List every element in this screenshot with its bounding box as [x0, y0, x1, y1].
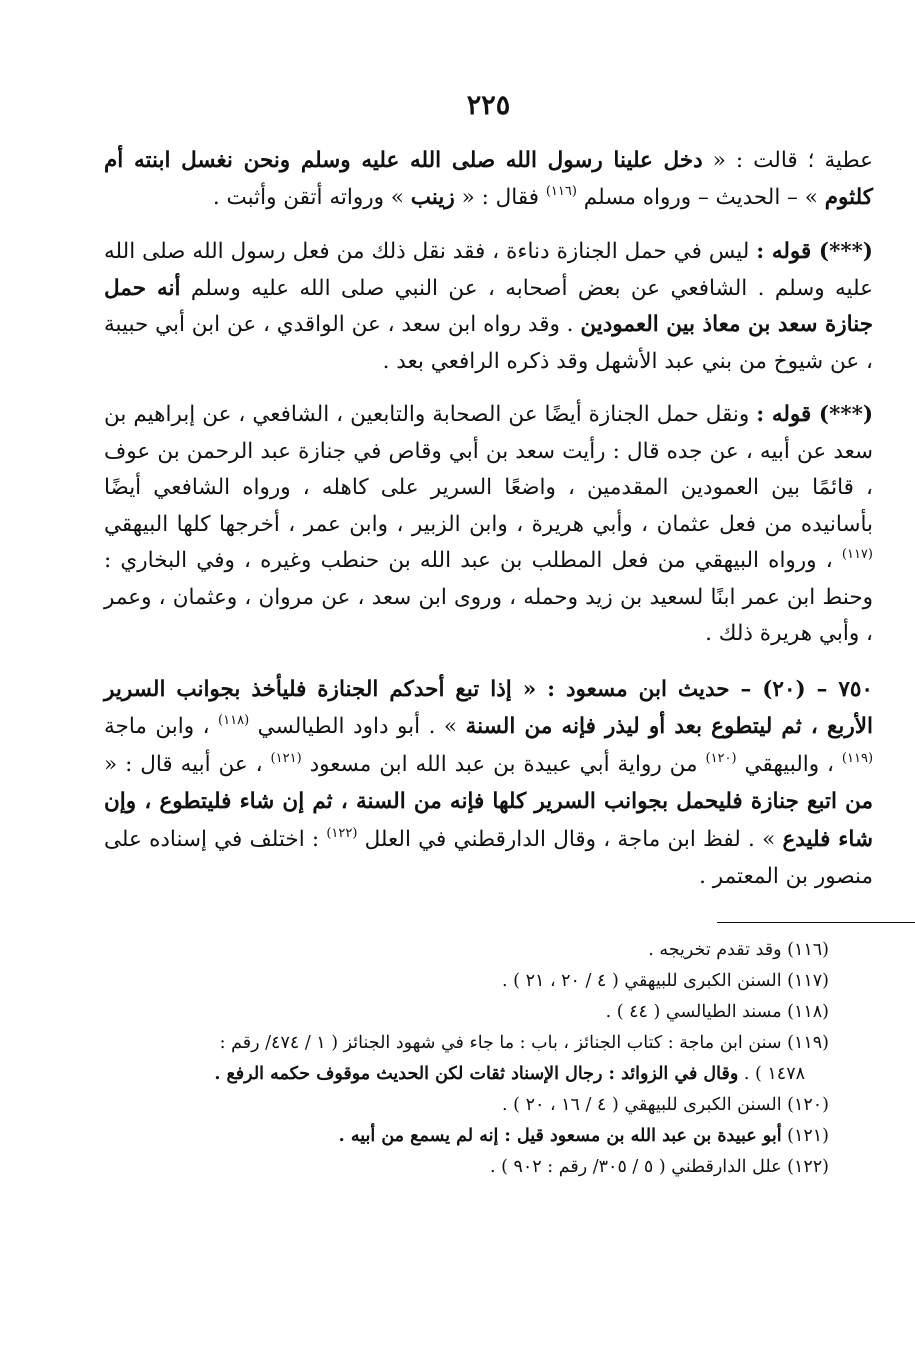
- text: ، والبيهقي: [736, 751, 842, 777]
- footnote-121: [104, 1121, 829, 1152]
- footnote-122: (١٢٢) علل الدارقطني ( ٥ / ٣٠٥/ رقم : ٩٠٢ ) .: [489, 1156, 829, 1177]
- hadith-quote: دخل علينا رسول الله صلى الله عليه وسلم ونحن نغسل ابنته أم كلثوم: [104, 148, 873, 210]
- hadith-heading: ٧٥٠ – (٢٠) – حديث ابن مسعود : « إذا تبع أحدكم الجنازة فليأخذ بجوانب السرير الأربع ، ثم ليتطوع بعد أو ليذر فإنه من السنة: [104, 676, 873, 739]
- text: » – الحديث – ورواه مسلم: [576, 184, 825, 210]
- text: » . لفظ ابن ماجة ، وقال الدارقطني في العلل: [357, 826, 783, 852]
- hadith-quote: من اتبع جنازة فليحمل بجوانب السرير كلها فإنه من السنة ، ثم إن شاء فليتطوع ، وإن شاء فليدع: [104, 789, 873, 852]
- section-marker: (***) قوله :: [756, 402, 874, 427]
- text: فقال : «: [454, 184, 546, 210]
- paragraph-1: [104, 143, 873, 216]
- footnotes: [104, 935, 873, 1183]
- footnote-117: (١١٧) السنن الكبرى للبيهقي ( ٤ / ٢٠ ، ٢١ ) .: [502, 970, 829, 991]
- footnote-118: (١١٨) مسند الطيالسي ( ٤٤ ) .: [605, 1001, 829, 1022]
- footnote-119-continued: [104, 1059, 829, 1090]
- footnote-bold-text: وقال في الزوائد : رجال الإسناد ثقات لكن الحديث موقوف حكمه الرفع .: [214, 1063, 739, 1084]
- text: ، عن أبيه قال : «: [104, 751, 271, 777]
- text: ، ورواه البيهقي من فعل المطلب بن عبد الله بن حنطب وغيره ، وفي البخاري : وحنط ابن عمر ابنًا لسعيد بن زيد وحمله ، وروى ابن سعد ، عن مروان ، وعثمان ، وعمر ، وأبي هريرة ذلك .: [104, 548, 873, 646]
- text: » ورواته أتقن وأثبت .: [212, 184, 411, 210]
- main-text: [104, 143, 873, 896]
- footnote-116: (١١٦) وقد تقدم تخريجه .: [648, 939, 829, 960]
- text: : اختلف في إسناده على منصور بن المعتمر .: [104, 826, 873, 889]
- footnote-ref: (١١٩): [841, 750, 874, 766]
- text: ، وابن ماجة: [104, 714, 219, 739]
- footnote-ref: (١١٧): [841, 546, 873, 562]
- footnote-ref: (١٢١): [270, 750, 302, 766]
- text: . وقد رواه ابن سعد ، عن الواقدي ، عن ابن أبي حبيبة ، عن شيوخ من بني عبد الأشهل وقد ذكره الرافعي بعد .: [103, 312, 873, 374]
- paragraph-3: [104, 397, 873, 653]
- footnote-119: (١١٩) سنن ابن ماجة : كتاب الجنائز ، باب : ما جاء في شهود الجنائز ( ١ / ٤٧٤/ رقم :: [219, 1032, 829, 1053]
- section-marker: (***) قوله :: [756, 239, 873, 264]
- footnote-divider: [717, 922, 915, 923]
- text: ليس في حمل الجنازة دناءة ، فقد نقل ذلك من فعل رسول الله صلى الله عليه وسلم . الشافعي عن بعض أصحابه ، عن النبي صلى الله عليه وسلم: [104, 239, 873, 301]
- paragraph-4: [104, 671, 873, 896]
- hadith-quote: أنه حمل جنازة سعد بن معاذ بين العمودين: [104, 275, 873, 337]
- footnote-ref: (١٢٢): [326, 825, 358, 841]
- name-quote: زينب: [410, 184, 455, 210]
- footnote-ref: (١١٨): [218, 712, 250, 728]
- text: ونقل حمل الجنازة أيضًا عن الصحابة والتابعين ، الشافعي ، عن إبراهيم بن سعد عن أبيه ، عن جده قال : رأيت سعد بن أبي وقاص في جنازة عبد الرحمن بن عوف ، قائمًا بين العمودين المقدمين ، واضعًا السرير على كاهله ، ورواه الشافعي أيضًا بأسانيده من فعل عثمان ، وأبي هريرة ، وابن الزبير ، وابن عمر ، أخرجها كلها البيهقي: [104, 402, 873, 537]
- text: (١٢١): [781, 1125, 829, 1146]
- footnote-bold-text: أبو عبيدة بن عبد الله بن مسعود قيل : إنه لم يسمع من أبيه .: [338, 1125, 782, 1146]
- paragraph-2: [104, 234, 873, 380]
- footnote-ref: (١١٦): [545, 183, 577, 199]
- text: ١٤٧٨ ) .: [738, 1063, 805, 1084]
- text: عطية ؛ قالت : «: [702, 148, 873, 173]
- text: من رواية أبي عبيدة بن عبد الله ابن مسعود: [301, 751, 706, 777]
- text: » . أبو داود الطيالسي: [249, 714, 466, 739]
- footnote-120: (١٢٠) السنن الكبرى للبيهقي ( ٤ / ١٦ ، ٢٠ ) .: [502, 1094, 829, 1115]
- footnote-ref: (١٢٠): [705, 750, 737, 766]
- page-number: ٢٢٥: [466, 90, 511, 121]
